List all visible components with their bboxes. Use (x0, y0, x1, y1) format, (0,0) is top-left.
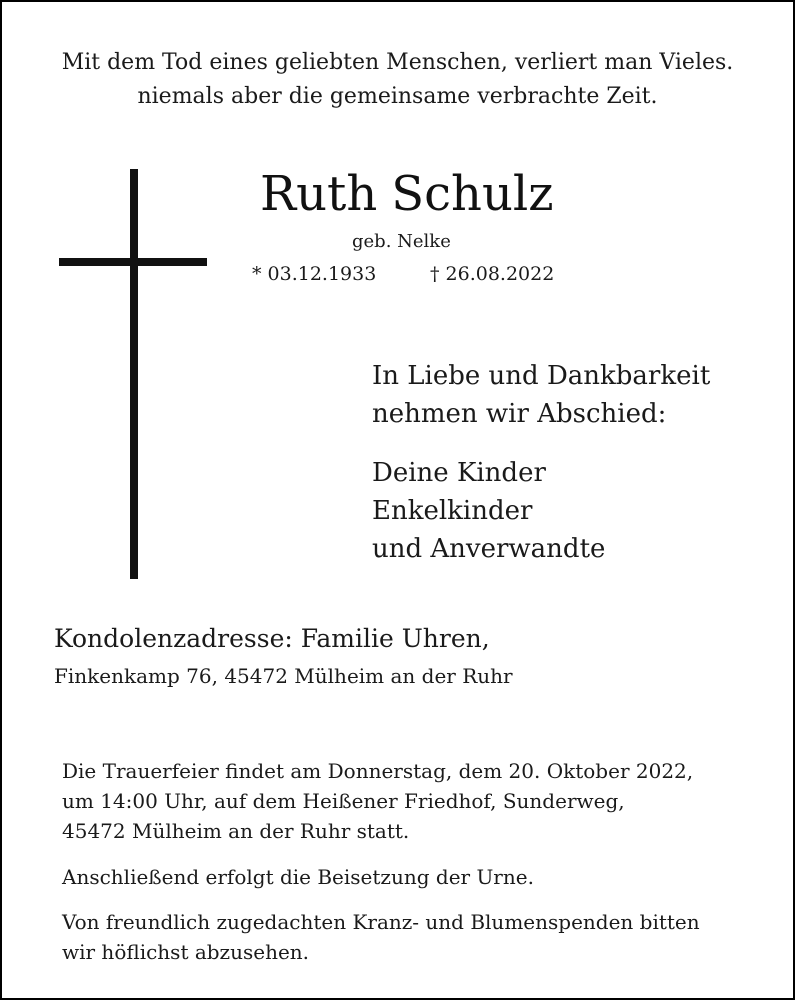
burial-paragraph (62, 862, 534, 892)
service-line: Die Trauerfeier findet am Donnerstag, dem 20. Oktober 2022, (62, 759, 694, 783)
condolence-address-street: Finkenkamp 76, 45472 Mülheim an der Ruhr (54, 664, 513, 688)
farewell-line-1: In Liebe und Dankbarkeit (372, 361, 711, 391)
condolence-address-title: Kondolenzadresse: Familie Uhren, (54, 624, 490, 653)
mourner-item: Deine Kinder (372, 458, 546, 488)
flowers-line: Von freundlich zugedachten Kranz- und Blumenspenden bitten (62, 910, 700, 934)
death-date: † 26.08.2022 (430, 263, 555, 285)
mourner-item: Enkelkinder (372, 496, 533, 526)
deceased-name (260, 164, 554, 224)
birth-name: geb. Nelke (352, 231, 451, 252)
cross-icon-horizontal-bar (59, 258, 207, 266)
deceased-first-name: Ruth (260, 166, 378, 222)
deceased-last-name: Schulz (391, 166, 554, 222)
motto-line-1: Mit dem Tod eines geliebten Menschen, verliert man Vieles. (61, 50, 734, 75)
birth-date: * 03.12.1933 (252, 263, 377, 285)
motto-line-2: niemals aber die gemeinsame verbrachte Zeit. (137, 84, 658, 109)
burial-line: Anschließend erfolgt die Beisetzung der Urne. (62, 865, 534, 889)
motto (2, 46, 793, 114)
flowers-line: wir höflichst abzusehen. (62, 940, 310, 964)
service-line: um 14:00 Uhr, auf dem Heißener Friedhof, Sunderweg, (62, 789, 625, 813)
farewell-text (372, 357, 710, 433)
mourner-item: und Anverwandte (372, 534, 606, 564)
farewell-line-2: nehmen wir Abschied: (372, 399, 667, 429)
mourners-list (372, 454, 605, 568)
cross-icon-vertical-bar (130, 169, 138, 579)
service-line: 45472 Mülheim an der Ruhr statt. (62, 819, 410, 843)
flowers-paragraph (62, 907, 700, 967)
service-paragraph (62, 756, 693, 846)
